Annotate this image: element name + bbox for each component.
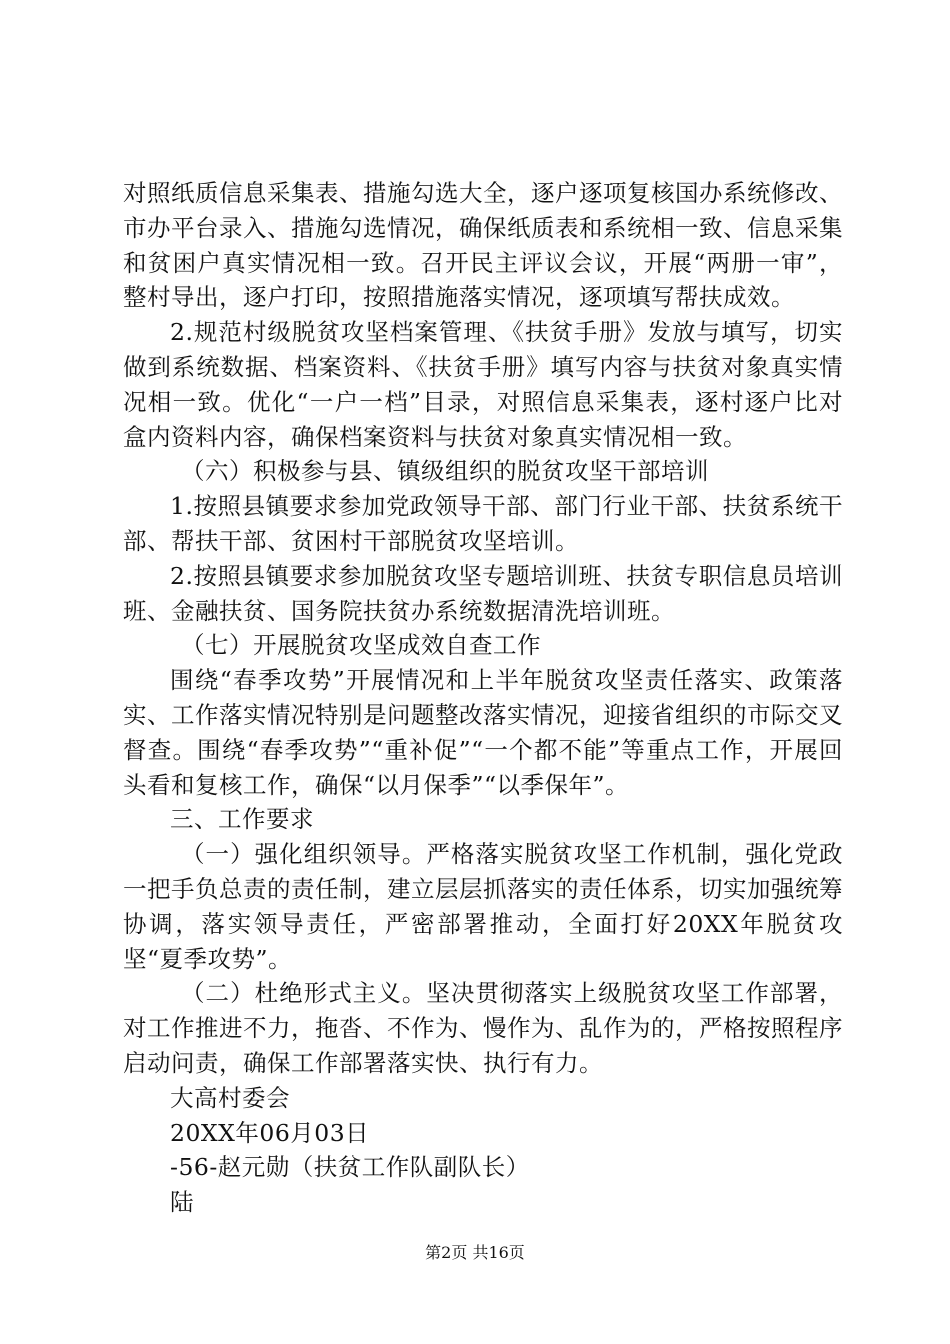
paragraph-training-cadres: 1.按照县镇要求参加党政领导干部、部门行业干部、扶贫系统干部、帮扶干部、贫困村干部脱贫攻坚培训。: [123, 492, 843, 555]
page-number: 第2页 共16页: [425, 1243, 525, 1262]
document-body: [123, 176, 843, 1220]
section-heading-self-check: （七）开展脱贫攻坚成效自查工作: [181, 631, 541, 660]
page-footer: [0, 1240, 950, 1263]
paragraph-formalism: （二）杜绝形式主义。坚决贯彻落实上级脱贫攻坚工作部署，对工作推进不力，拖沓、不作为、慢作为、乱作为的，严格按照程序启动问责，确保工作部署落实快、执行有力。: [123, 979, 843, 1077]
signature-extra: 陆: [170, 1188, 194, 1217]
paragraph-training-classes: 2.按照县镇要求参加脱贫攻坚专题培训班、扶贫专职信息员培训班、金融扶贫、国务院扶贫办系统数据清洗培训班。: [123, 561, 843, 625]
paragraph-self-check: 围绕“春季攻势”开展情况和上半年脱贫攻坚责任落实、政策落实、工作落实情况特别是问题整改落实情况，迎接省组织的市际交叉督查。围绕“春季攻势”“重补促”“一个都不能”等重点工作，开展回头看和复核工作，确保“以月保季”“以季保年”。: [123, 666, 843, 799]
section-heading-training: （六）积极参与县、镇级组织的脱贫攻坚干部培训: [181, 457, 709, 486]
signature-org: 大高村委会: [170, 1083, 290, 1112]
section-heading-requirements: 三、工作要求: [170, 805, 314, 834]
paragraph-archive-management: 2.规范村级脱贫攻坚档案管理、《扶贫手册》发放与填写，切实做到系统数据、档案资料、《扶贫手册》填写内容与扶贫对象真实情况相一致。优化“一户一档”目录，对照信息采集表，逐村逐户比对盒内资料内容，确保档案资料与扶贫对象真实情况相一致。: [123, 318, 843, 451]
paragraph-system-check: 对照纸质信息采集表、措施勾选大全，逐户逐项复核国办系统修改、市办平台录入、措施勾选情况，确保纸质表和系统相一致、信息采集和贫困户真实情况相一致。召开民主评议会议，开展“两册一审”，整村导出，逐户打印，按照措施落实情况，逐项填写帮扶成效。: [123, 179, 843, 312]
signature-author: -56-赵元勋（扶贫工作队副队长）: [170, 1153, 530, 1182]
signature-date: 20XX年06月03日: [170, 1118, 370, 1147]
paragraph-leadership: （一）强化组织领导。严格落实脱贫攻坚工作机制，强化党政一把手负总责的责任制，建立层层抓落实的责任体系，切实加强统筹协调，落实领导责任，严密部署推动，全面打好20XX年脱贫攻坚“夏季攻势”。: [123, 840, 843, 973]
